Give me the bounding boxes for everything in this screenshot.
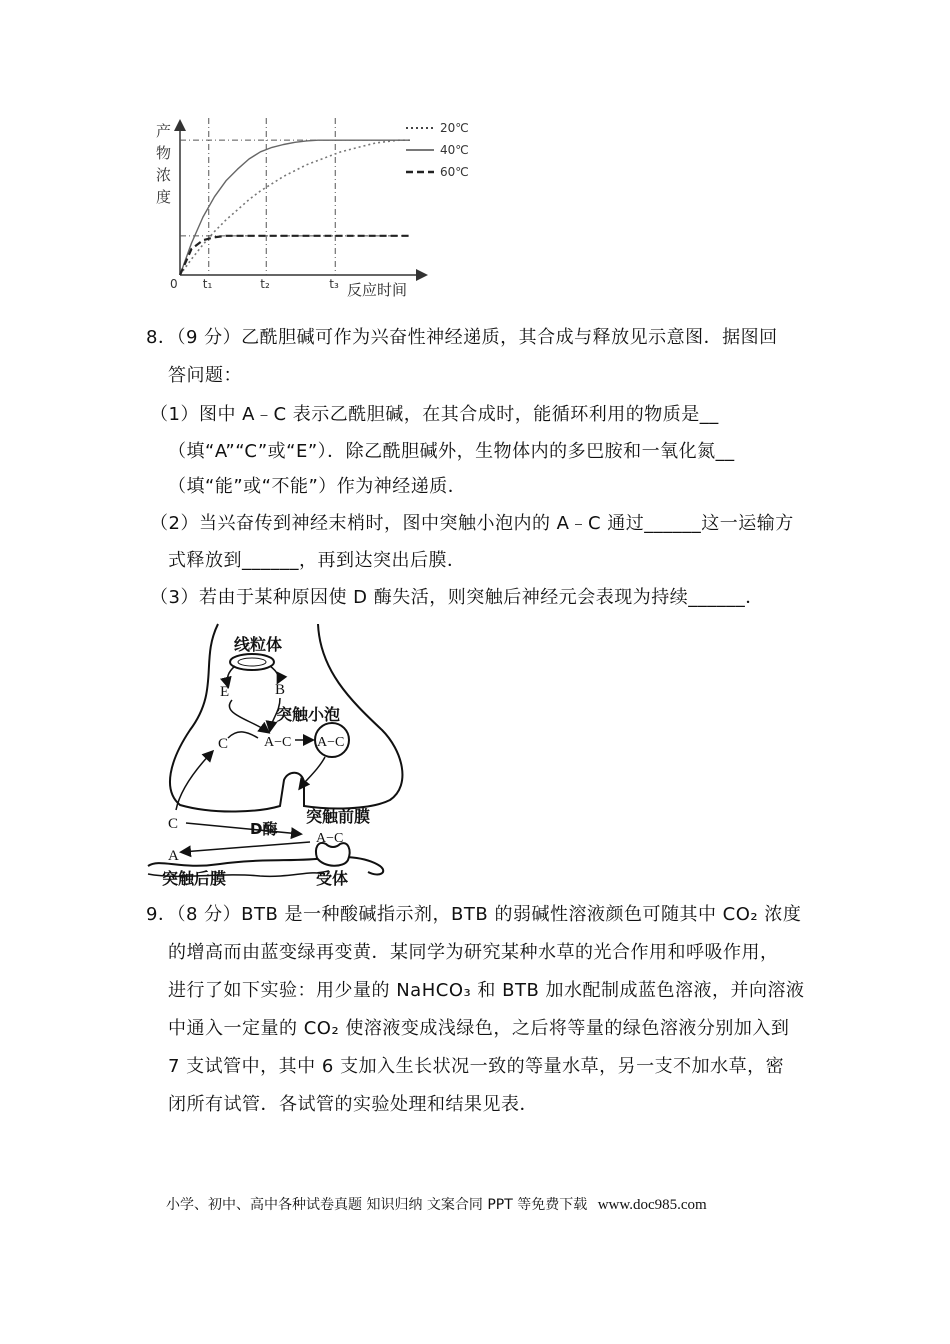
- label-AC-vesicle: A−C: [317, 735, 345, 750]
- x-tick-label: t₂: [260, 277, 270, 291]
- label-C-upper: C: [218, 736, 229, 752]
- mitochondria-shape: [230, 654, 274, 670]
- x-tick-label: t₃: [329, 277, 339, 291]
- arrow-to-E: [227, 666, 235, 686]
- arrow-vesicle-to-membrane: [300, 757, 325, 788]
- y-axis-label-char: 产: [156, 122, 172, 140]
- mitochondria-inner: [238, 658, 266, 666]
- q9-line6: 闭所有试管．各试管的实验处理和结果见表．: [168, 1094, 538, 1115]
- label-D-enzyme: D酶: [250, 820, 278, 838]
- arrow-to-A: [182, 842, 310, 852]
- q8-part2-line2: 式释放到______，再到达突出后膜．: [168, 550, 466, 571]
- q8-part3: （3）若由于某种原因使 D 酶失活，则突触后神经元会表现为持续______．: [150, 587, 764, 608]
- label-vesicle: 突触小泡: [276, 705, 341, 724]
- y-axis-label-char: 浓: [156, 166, 172, 184]
- label-E: E: [220, 684, 230, 700]
- label-AC-cleft: A−C: [316, 831, 344, 846]
- page-footer: [166, 1194, 707, 1214]
- series-line-40℃: [180, 140, 410, 275]
- q8-part1-line1: （1）图中 A﹣C 表示乙酰胆碱，在其合成时，能循环利用的物质是__: [150, 404, 719, 425]
- arrow-E-to-AC: [229, 700, 268, 732]
- product-concentration-chart: [150, 110, 490, 305]
- label-C-lower: C: [168, 816, 179, 832]
- q8-part1-line3: （填“能”或“不能”）作为神经递质．: [168, 476, 467, 497]
- y-axis-label-char: 物: [156, 144, 172, 162]
- label-mitochondria: 线粒体: [234, 635, 283, 654]
- footer-url[interactable]: www.doc985.com: [597, 1197, 707, 1213]
- q9-line3: 进行了如下实验：用少量的 NaHCO₃ 和 BTB 加水配制成蓝色溶液，并向溶液: [168, 980, 805, 1001]
- y-axis-label-char: 度: [156, 188, 172, 206]
- x-axis-label: 反应时间: [347, 281, 408, 299]
- label-AC-arrow: A−C: [264, 735, 292, 750]
- label-postsynaptic-membrane: 突触后膜: [162, 869, 227, 888]
- legend-label: 60℃: [440, 165, 469, 179]
- series-line-20℃: [180, 140, 410, 275]
- arrow-C-upward: [176, 752, 212, 810]
- legend-label: 20℃: [440, 121, 469, 135]
- q8-line2: 答问题：: [168, 365, 242, 386]
- q9-line1: 9．（8 分）BTB 是一种酸碱指示剂，BTB 的弱碱性溶液颜色可随其中 CO₂ 浓度: [146, 904, 802, 925]
- origin-label: 0: [170, 277, 178, 291]
- q8-part1-line2: （填“A”“C”或“E”）．除乙酰胆碱外，生物体内的多巴胺和一氧化氮__: [168, 441, 735, 462]
- q9-line5: 7 支试管中，其中 6 支加入生长状况一致的等量水草，另一支不加水草，密: [168, 1056, 785, 1077]
- label-receptor: 受体: [316, 869, 349, 888]
- q9-line4: 中通入一定量的 CO₂ 使溶液变成浅绿色，之后将等量的绿色溶液分别加入到: [168, 1018, 790, 1039]
- legend-label: 40℃: [440, 143, 469, 157]
- arrow-to-AC-cleft: [186, 823, 300, 834]
- q8-part2-line1: （2）当兴奋传到神经末梢时，图中突触小泡内的 A﹣C 通过______这一运输方: [150, 513, 794, 534]
- arrow-from-mito-to-B: [270, 666, 279, 682]
- label-B: B: [275, 682, 286, 698]
- arrow-C-to-AC-upper: [228, 732, 258, 738]
- q9-line2: 的增高而由蓝变绿再变黄．某同学为研究某种水草的光合作用和呼吸作用，: [168, 942, 779, 963]
- series-line-60℃: [180, 236, 410, 275]
- q8-line1: 8．（9 分）乙酰胆碱可作为兴奋性神经递质，其合成与释放见示意图．据图回: [146, 327, 778, 348]
- label-presynaptic-membrane: 突触前膜: [306, 807, 371, 826]
- footer-text: 小学、初中、高中各种试卷真题 知识归纳 文案合同 PPT 等免费下载: [166, 1197, 588, 1213]
- receptor-shape: [316, 843, 350, 866]
- x-tick-label: t₁: [202, 277, 213, 291]
- label-A: A: [168, 848, 179, 864]
- synapse-diagram: [140, 620, 410, 890]
